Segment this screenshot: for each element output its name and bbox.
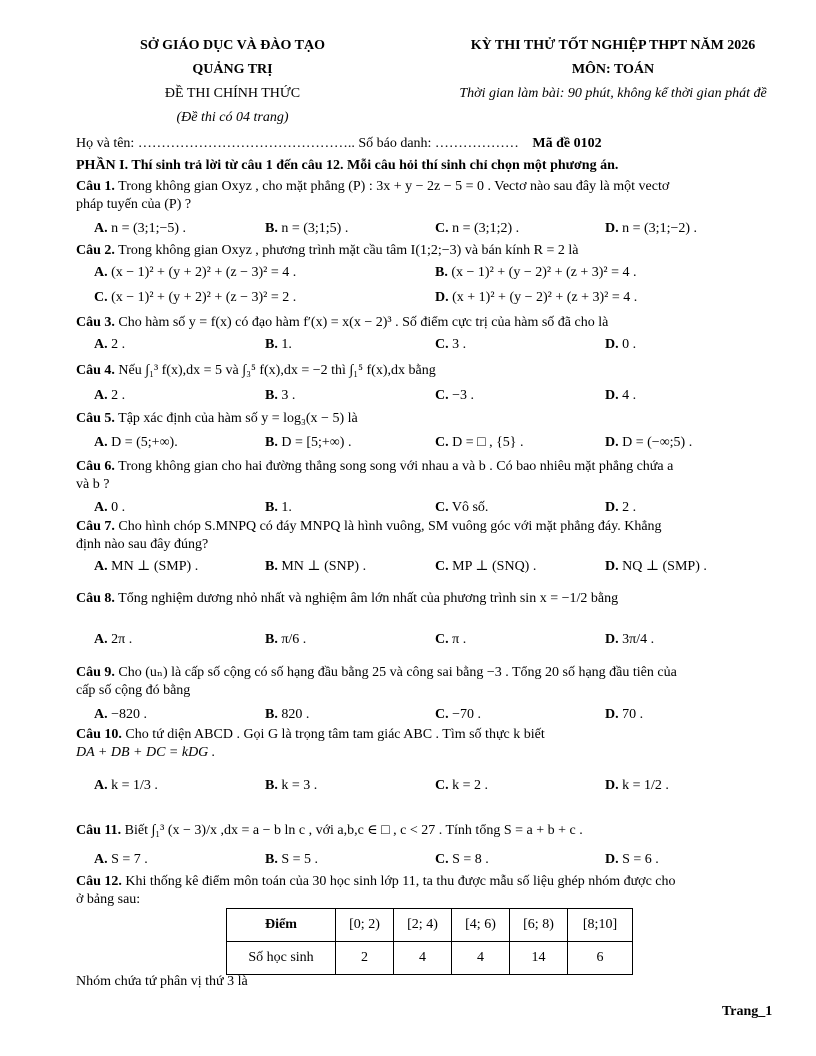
table-cell: 4 (394, 942, 452, 975)
candidate-info-line (76, 136, 602, 152)
table-cell: [0; 2) (336, 909, 394, 942)
option-a[interactable]: A. 2 . (94, 388, 126, 403)
question-text: Trong không gian Oxyz , cho mặt phẳng (P) : 3x + y − 2z − 5 = 0 . Vectơ nào sau đây là một vectơ (118, 179, 670, 194)
option-d[interactable]: D. NQ ⊥ (SMP) . (605, 559, 707, 574)
question-7-options (0, 558, 816, 576)
option-b[interactable]: B. 1. (265, 337, 292, 352)
option-d[interactable]: D. n = (3;1;−2) . (605, 221, 698, 236)
question-label: Câu 1. (76, 179, 115, 194)
exam-code: Mã đề 0102 (532, 136, 602, 151)
option-b[interactable]: B. (x − 1)² + (y − 2)² + (z + 3)² = 4 . (435, 265, 637, 280)
option-a[interactable]: A. n = (3;1;−5) . (94, 221, 187, 236)
option-b[interactable]: B. S = 5 . (265, 852, 319, 867)
option-b[interactable]: B. 1. (265, 500, 292, 515)
question-1 (76, 178, 776, 214)
option-a[interactable]: A. MN ⊥ (SMP) . (94, 559, 199, 574)
question-9-options (0, 707, 816, 725)
table-header-cell: Số học sinh (227, 942, 336, 975)
question-4-options (0, 388, 816, 406)
option-a[interactable]: A. 2π . (94, 632, 133, 647)
question-6-options (0, 500, 816, 518)
option-c[interactable]: C. MP ⊥ (SNQ) . (435, 559, 537, 574)
question-12: Câu 12. Khi thống kê điểm môn toán của 30 học sinh lớp 11, ta thu được mẫu số liệu ghép nhóm được cho ở bảng sau: (76, 874, 676, 907)
option-a[interactable]: A. (x − 1)² + (y + 2)² + (z − 3)² = 4 . (94, 265, 297, 280)
option-c[interactable]: C. 3 . (435, 337, 467, 352)
question-12-prompt: Nhóm chứa tứ phân vị thứ 3 là (76, 974, 248, 989)
table-cell: 14 (510, 942, 568, 975)
table-cell: [4; 6) (452, 909, 510, 942)
option-d[interactable]: D. D = (−∞;5) . (605, 435, 693, 450)
time-limit-note: Thời gian làm bài: 90 phút, không kể thời gian phát đề (459, 86, 767, 101)
option-d[interactable]: D. (x + 1)² + (y − 2)² + (z + 3)² = 4 . (435, 290, 638, 305)
option-a[interactable]: A. 0 . (94, 500, 126, 515)
option-d[interactable]: D. S = 6 . (605, 852, 659, 867)
option-d[interactable]: D. 2 . (605, 500, 637, 515)
option-c[interactable]: C. π . (435, 632, 467, 647)
question-4: Câu 4. Nếu ∫₁³ f(x),dx = 5 và ∫₃⁵ f(x),dx = −2 thì ∫₁⁵ f(x),dx bằng (76, 363, 436, 378)
option-d[interactable]: D. 0 . (605, 337, 637, 352)
option-b[interactable]: B. π/6 . (265, 632, 307, 647)
option-a[interactable]: A. −820 . (94, 707, 148, 722)
table-cell: 6 (568, 942, 633, 975)
option-c[interactable]: C. k = 2 . (435, 778, 489, 793)
question-2: Câu 2. Trong không gian Oxyz , phương trình mặt cầu tâm I(1;2;−3) và bán kính R = 2 là (76, 243, 579, 258)
question-5: Câu 5. Tập xác định của hàm số y = log₃(x − 5) là (76, 411, 358, 426)
official-exam-label: ĐỀ THI CHÍNH THỨC (164, 86, 301, 101)
option-c[interactable]: C. S = 8 . (435, 852, 489, 867)
candidate-name-label: Họ và tên: ……………………………………….. Số báo danh: ……………… (76, 136, 519, 151)
option-b[interactable]: B. k = 3 . (265, 778, 318, 793)
option-a[interactable]: A. 2 . (94, 337, 126, 352)
table-cell: [6; 8) (510, 909, 568, 942)
page-count-note: (Đề thi có 04 trang) (176, 110, 289, 125)
part1-title: PHẦN I. Thí sinh trả lời từ câu 1 đến câu 12. Mỗi câu hỏi thí sinh chỉ chọn một phương án. (76, 158, 619, 173)
question-2-options-row2 (0, 290, 816, 308)
table-cell: 4 (452, 942, 510, 975)
province-name: QUẢNG TRỊ (192, 62, 273, 77)
question-10: Câu 10. Cho tứ diện ABCD . Gọi G là trọng tâm tam giác ABC . Tìm số thực k biết DA + DB + DC = kDG . (76, 727, 545, 760)
question-6: Câu 6. Trong không gian cho hai đường thẳng song song với nhau a và b . Có bao nhiêu mặt phẳng chứa a và b ? (76, 459, 674, 492)
question-5-options (0, 435, 816, 453)
option-c[interactable]: C. −70 . (435, 707, 482, 722)
option-d[interactable]: D. k = 1/2 . (605, 778, 669, 793)
option-d[interactable]: D. 4 . (605, 388, 637, 403)
table-row (227, 942, 633, 975)
question-11-options (0, 852, 816, 870)
option-a[interactable]: A. k = 1/3 . (94, 778, 158, 793)
option-c[interactable]: C. −3 . (435, 388, 475, 403)
option-a[interactable]: A. S = 7 . (94, 852, 148, 867)
question-11: Câu 11. Biết ∫₁³ (x − 3)/x ,dx = a − b ln c , với a,b,c ∈ □ , c < 27 . Tính tổng S = a + b + c . (76, 823, 583, 838)
grouped-data-table (226, 908, 633, 975)
question-9: Câu 9. Cho (uₙ) là cấp số cộng có số hạng đầu bằng 25 và công sai bằng −3 . Tổng 20 số hạng đầu tiên của cấp số cộng đó bằng (76, 665, 677, 698)
subject-label: MÔN: TOÁN (571, 62, 655, 77)
question-1-options (0, 221, 816, 239)
table-header-cell: Điểm (227, 909, 336, 942)
question-3: Câu 3. Cho hàm số y = f(x) có đạo hàm f′(x) = x(x − 2)³ . Số điểm cực trị của hàm số đã cho là (76, 315, 609, 330)
page-footer: Trang_1 (722, 1004, 773, 1019)
option-b[interactable]: B. D = [5;+∞) . (265, 435, 352, 450)
option-d[interactable]: D. 3π/4 . (605, 632, 655, 647)
option-b[interactable]: B. 820 . (265, 707, 310, 722)
table-cell: [8;10] (568, 909, 633, 942)
option-b[interactable]: B. MN ⊥ (SNP) . (265, 559, 367, 574)
question-3-options (0, 337, 816, 355)
exam-title: KỲ THI THỬ TỐT NGHIỆP THPT NĂM 2026 (470, 38, 756, 53)
question-7: Câu 7. Cho hình chóp S.MNPQ có đáy MNPQ là hình vuông, SM vuông góc với mặt phẳng đáy. Khẳng định nào sau đây đúng? (76, 519, 662, 552)
table-cell: [2; 4) (394, 909, 452, 942)
question-8-options (0, 632, 816, 650)
option-d[interactable]: D. 70 . (605, 707, 644, 722)
question-10-options (0, 778, 816, 796)
option-c[interactable]: C. (x − 1)² + (y + 2)² + (z − 3)² = 2 . (94, 290, 297, 305)
question-8: Câu 8. Tổng nghiệm dương nhỏ nhất và nghiệm âm lớn nhất của phương trình sin x = −1/2 bằng (76, 591, 619, 606)
option-b[interactable]: B. n = (3;1;5) . (265, 221, 349, 236)
option-c[interactable]: C. n = (3;1;2) . (435, 221, 520, 236)
option-a[interactable]: A. D = (5;+∞). (94, 435, 178, 450)
department-name: SỞ GIÁO DỤC VÀ ĐÀO TẠO (139, 38, 325, 53)
question-text-cont: pháp tuyến của (P) ? (76, 197, 192, 212)
option-c[interactable]: C. D = □ , {5} . (435, 435, 524, 450)
table-row (227, 909, 633, 942)
question-2-options-row1 (0, 265, 816, 283)
option-c[interactable]: C. Vô số. (435, 500, 489, 515)
option-b[interactable]: B. 3 . (265, 388, 296, 403)
table-cell: 2 (336, 942, 394, 975)
